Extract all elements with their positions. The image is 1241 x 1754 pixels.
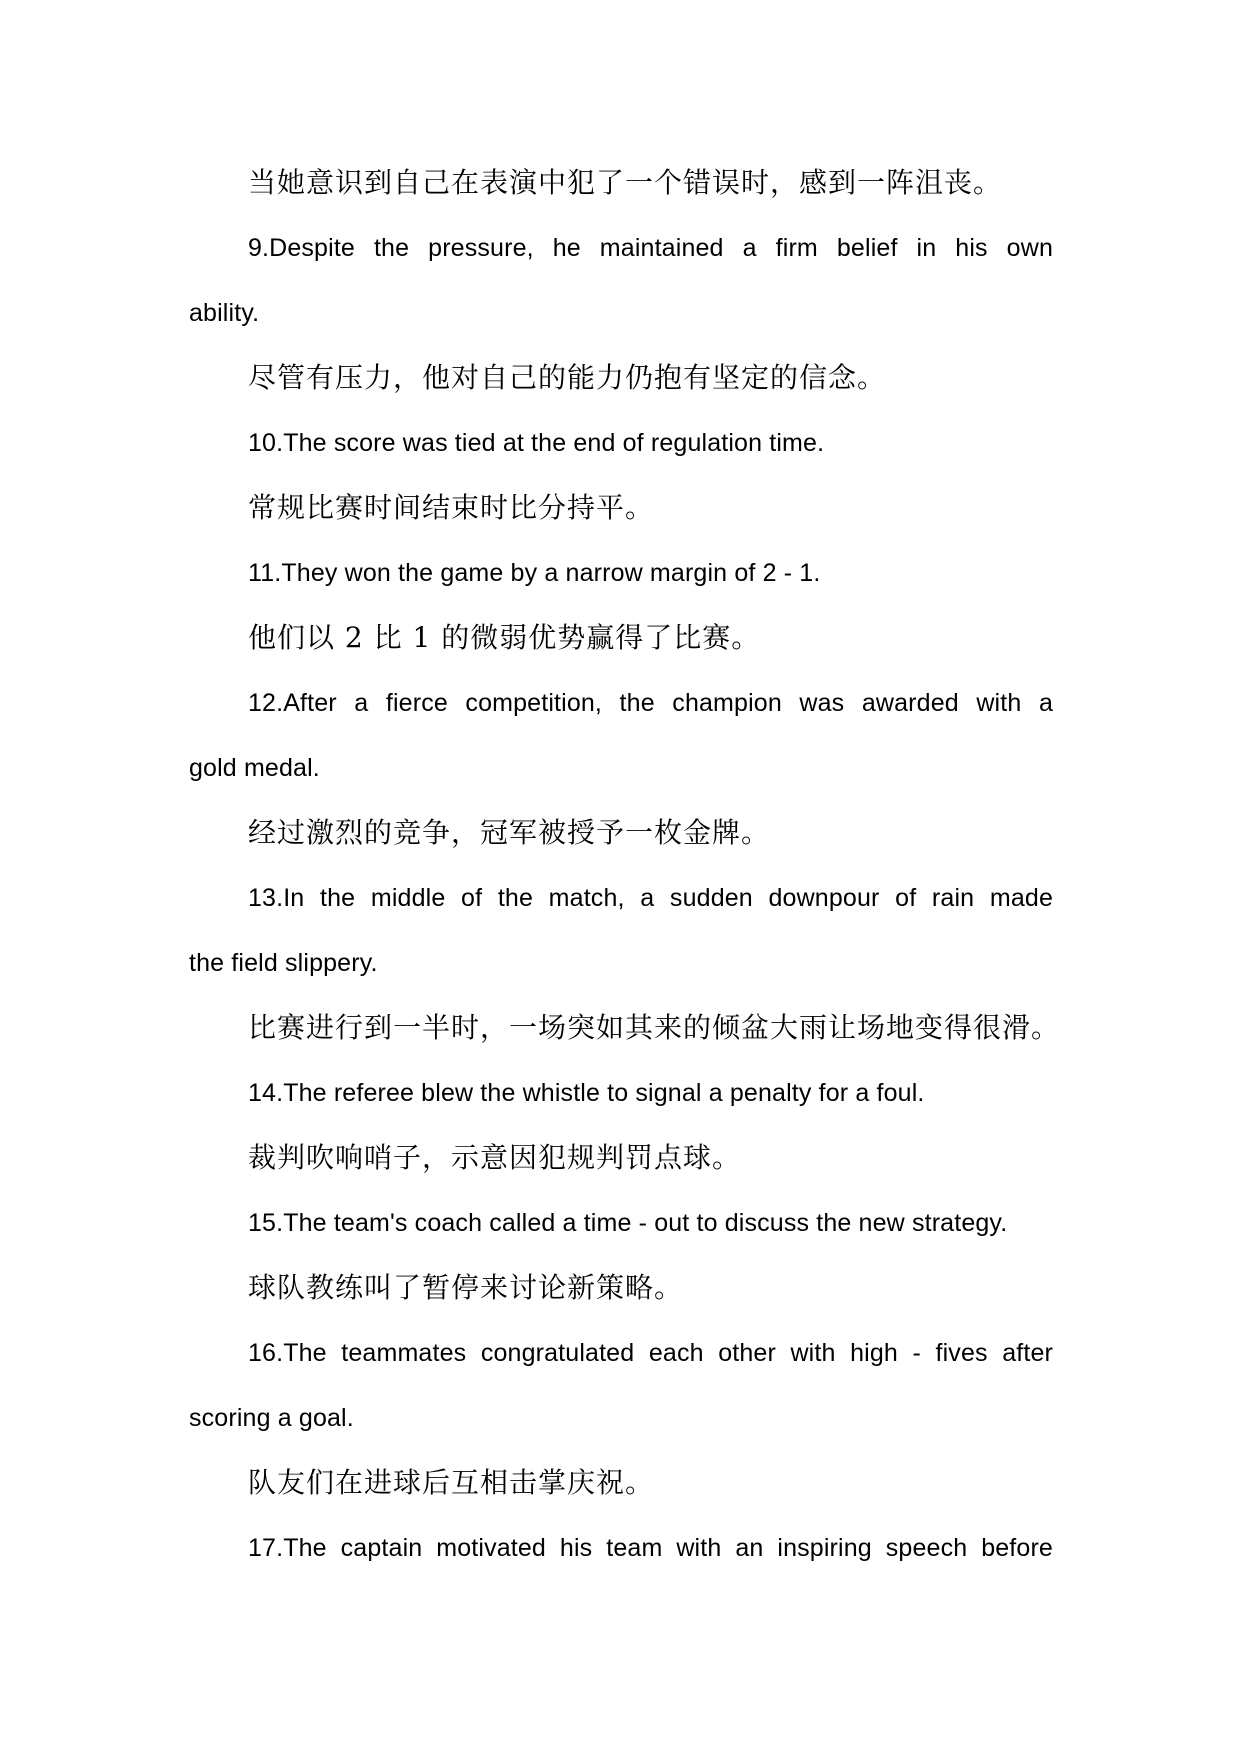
sentence-continuation: the field slippery. bbox=[189, 949, 378, 977]
sentence-continuation: gold medal. bbox=[189, 754, 320, 782]
translation-line: 裁判吹响哨子，示意因犯规判罚点球。 bbox=[248, 1141, 742, 1174]
sentence-line: 13.In the middle of the match, a sudden downpour of rain made bbox=[248, 884, 1053, 912]
translation-line: 尽管有压力，他对自己的能力仍抱有坚定的信念。 bbox=[248, 361, 887, 394]
sentence-continuation: ability. bbox=[189, 299, 260, 327]
sentence-line: 15.The team's coach called a time - out to discuss the new strategy. bbox=[248, 1209, 1008, 1237]
sentence-line: 14.The referee blew the whistle to signal a penalty for a foul. bbox=[248, 1079, 925, 1107]
translation-line: 他们以 2 比 1 的微弱优势赢得了比赛。 bbox=[248, 621, 761, 654]
translation-line: 球队教练叫了暂停来讨论新策略。 bbox=[248, 1271, 684, 1304]
sentence-line: 9.Despite the pressure, he maintained a firm belief in his own bbox=[248, 234, 1053, 262]
sentence-line: 17.The captain motivated his team with an inspiring speech before bbox=[248, 1534, 1053, 1562]
translation-line: 队友们在进球后互相击掌庆祝。 bbox=[248, 1466, 655, 1499]
sentence-line: 10.The score was tied at the end of regulation time. bbox=[248, 429, 825, 457]
translation-line: 常规比赛时间结束时比分持平。 bbox=[248, 491, 655, 524]
translation-line: 当她意识到自己在表演中犯了一个错误时，感到一阵沮丧。 bbox=[248, 166, 1003, 199]
sentence-line: 12.After a fierce competition, the champion was awarded with a bbox=[248, 689, 1053, 717]
translation-line: 经过激烈的竞争，冠军被授予一枚金牌。 bbox=[248, 816, 771, 849]
sentence-line: 16.The teammates congratulated each other with high - fives after bbox=[248, 1339, 1053, 1367]
sentence-line: 11.They won the game by a narrow margin of 2 - 1. bbox=[248, 559, 821, 587]
translation-line: 比赛进行到一半时，一场突如其来的倾盆大雨让场地变得很滑。 bbox=[248, 1011, 1061, 1044]
sentence-continuation: scoring a goal. bbox=[189, 1404, 354, 1432]
